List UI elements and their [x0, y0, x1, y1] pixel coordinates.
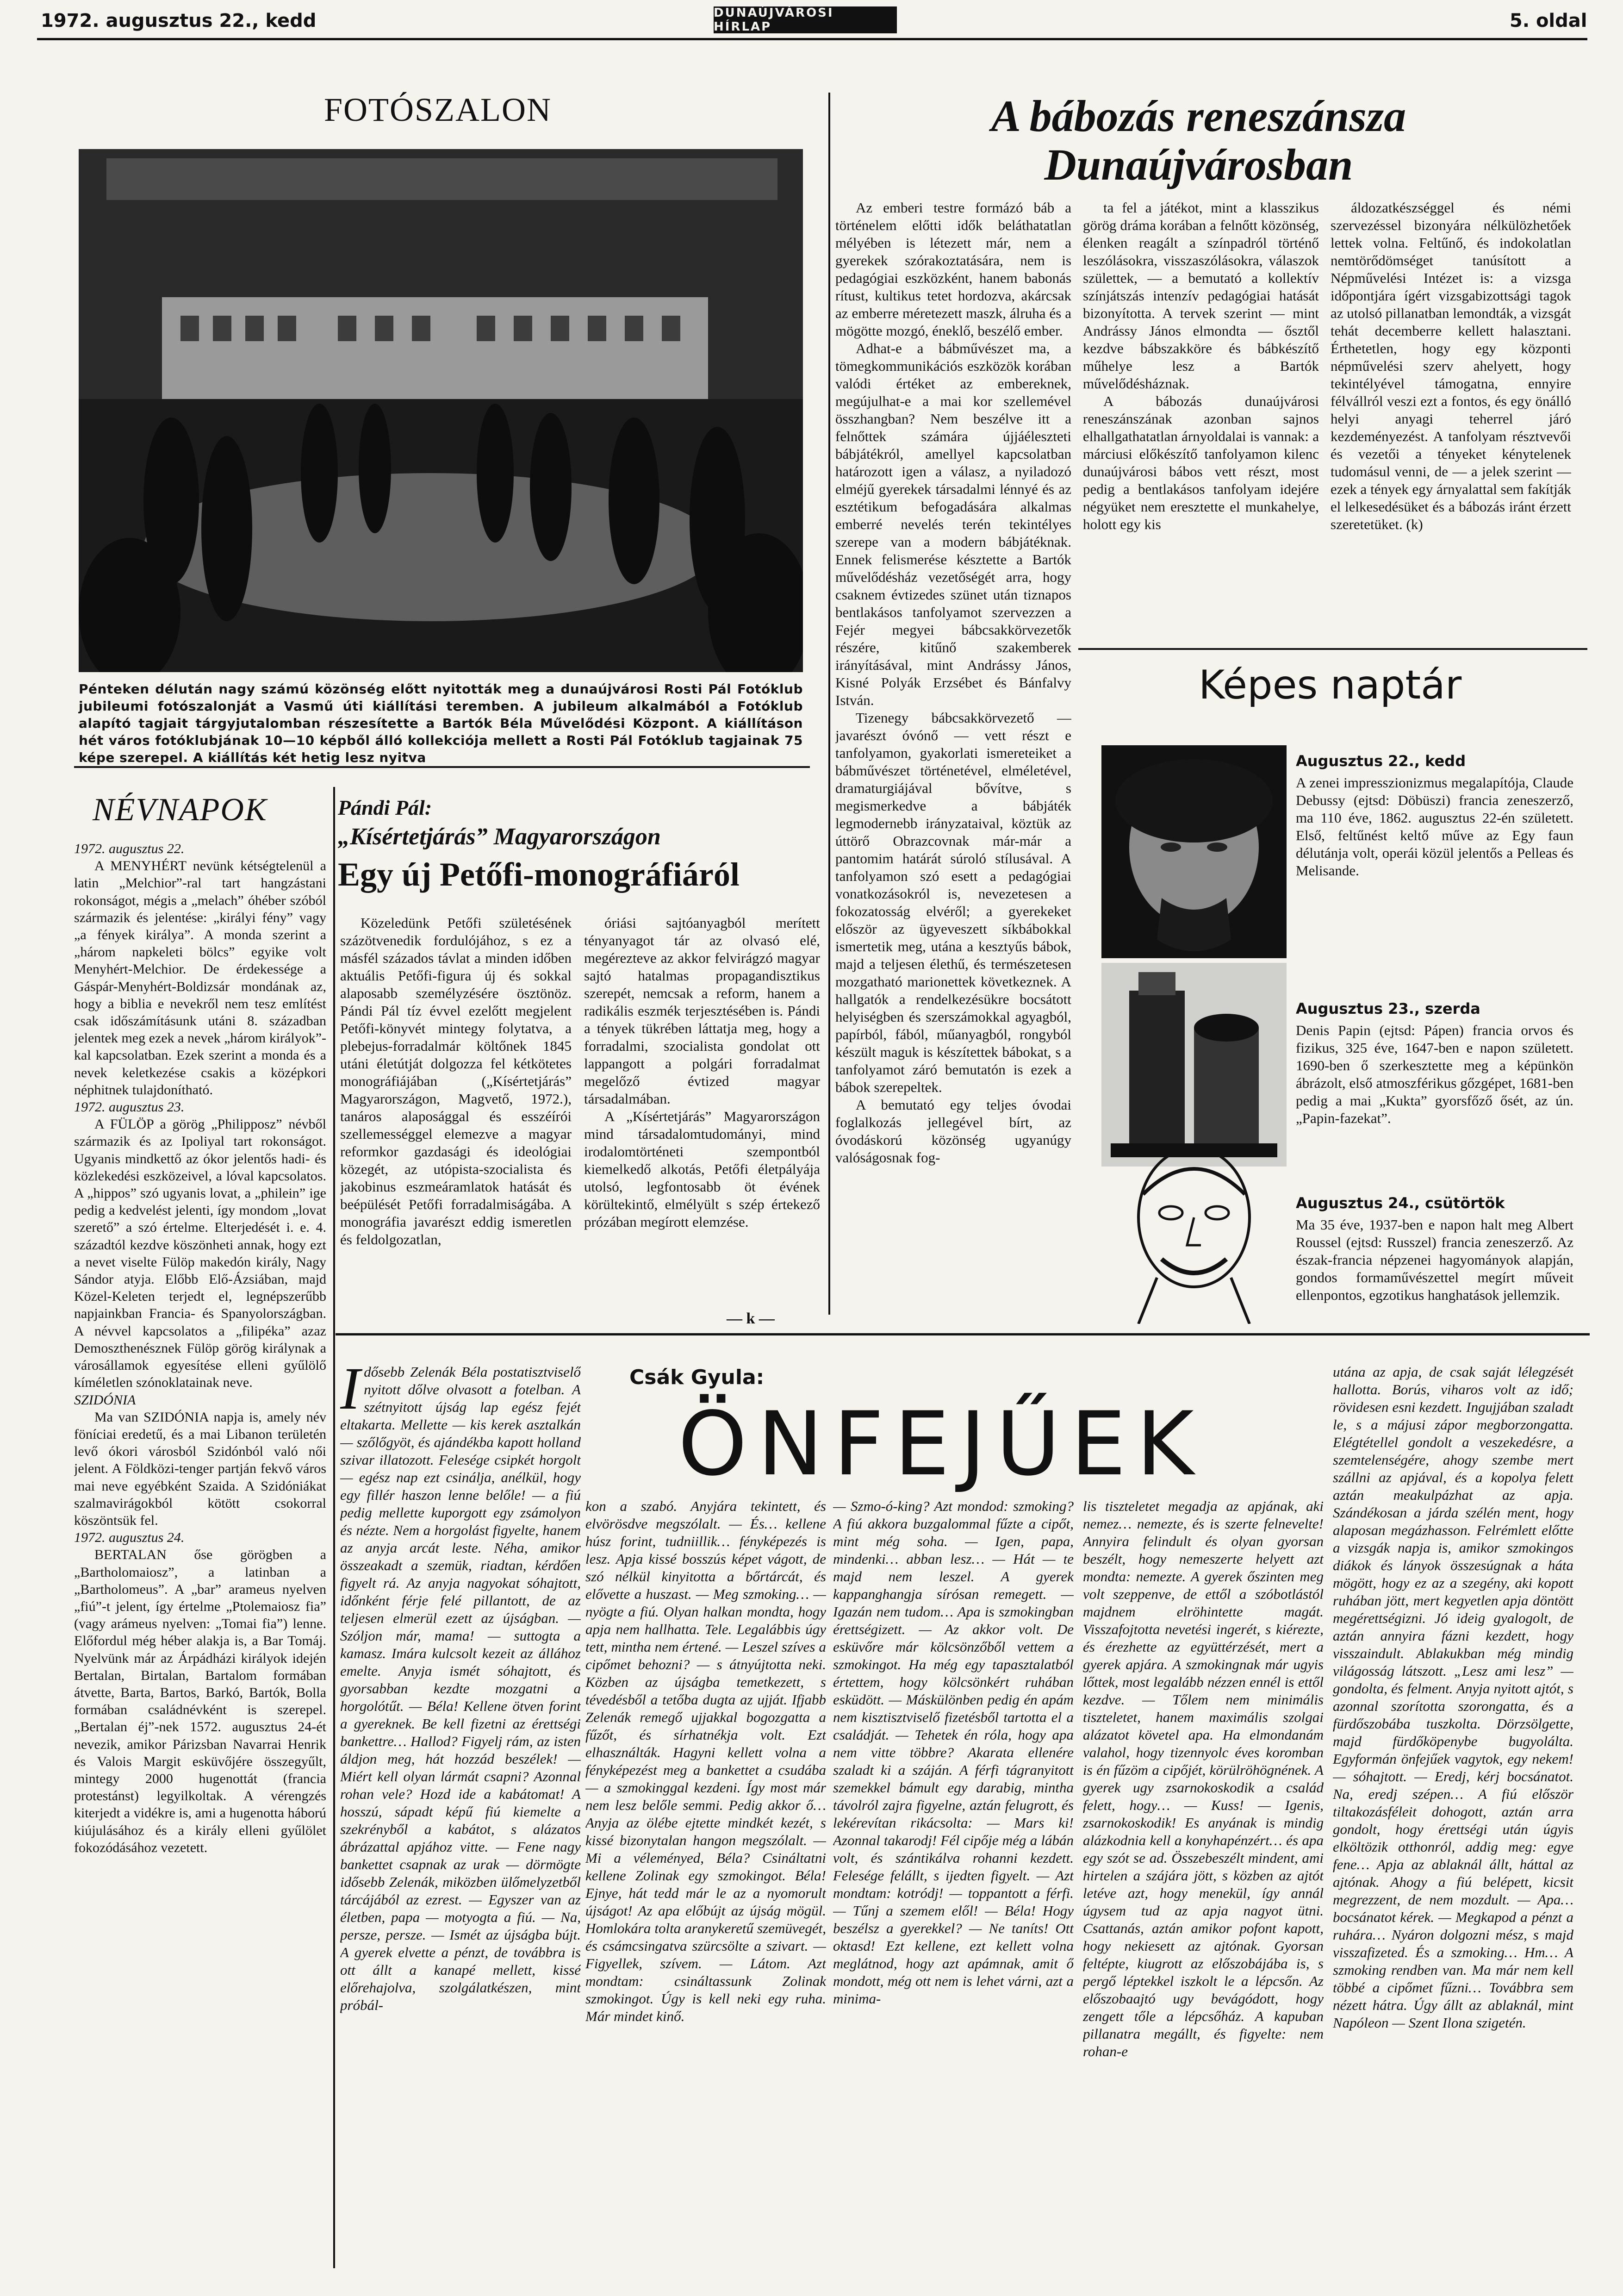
- papin-steam-engine: [1101, 963, 1287, 1167]
- kepes-naptar-title: Képes naptár: [1199, 662, 1462, 708]
- bab-column-2: [1083, 199, 1319, 643]
- csak-c3-text: — Szmo-ó-king? Azt mondod: szmoking? A fiú akkora buzgalommal fűzte a cipőt, mint még soha. — Igen, papa, mindenki… abban lesz… — Hát — te majd nem leszel. A gyerek kappanghangja sírósan remegett. — Igazán nem tudom… Apa is szmokingban érettségizett. — Az akkor volt. De esküvőre már kölcsönzőből vettem a szmokingot. Ha még egy tapasztalatból értettem, hogy kölcsönkért ruhában esküdött. — Máskülönben pedig én apám nem kisztisztviselő fizetésből tartotta el a családját. — Tehetek én róla, hogy apa nem vitte többre? Akarata ellenére szaladt ki a száján. A férfi tágranyitott szemekkel bámult egy darabig, mintha távolról zajra figyelne, aztán felugrott, és lekérevítan rikácsolta: — Mars ki! Azonnal takarodj! Fél cipője még a lábán volt, és szántikálva rohanni kezdett. Felesége felállt, s ijedten figyelt. — Azt mondtam: kotródj! — toppantott a férfi. — Tűnj a szemem elől! — Béla! Hogy beszélsz a gyerekkel? — Ne taníts! Ott oktasd! Ezt kellene, ezt kellett volna meglátnod, hogy azt apámnak, amit ő mondott, még ott nem is lehet várni, azt a minima-: [833, 1498, 1074, 2007]
- csak-column-2: [585, 1497, 826, 2271]
- pandi-kicker-1: Pándi Pál:: [338, 796, 432, 819]
- top-divider: [828, 93, 830, 1315]
- pandi-column-2: [584, 914, 820, 1298]
- csak-column-4: [1083, 1497, 1324, 2271]
- bab-column-1: [835, 199, 1071, 1329]
- nevnapok-date-3: 1972. augusztus 24.: [74, 1530, 185, 1546]
- nevnapok-column: [74, 840, 326, 2266]
- papin-steam-engine-drawing: [1101, 963, 1287, 1167]
- fotoszalon-rule: [74, 766, 810, 768]
- fotoszalon-title: FOTÓSZALON: [324, 91, 552, 128]
- masthead-text: DUNAÚJVÁROSI HÍRLAP: [714, 6, 834, 34]
- exhibition-photo: [79, 149, 803, 672]
- bab-title-1: A bábozás reneszánsza: [991, 91, 1406, 141]
- header-rule: [37, 38, 1587, 40]
- kepes-date-1: Augusztus 22., kedd: [1296, 752, 1466, 770]
- pandi-signature: — k —: [727, 1310, 775, 1327]
- csak-c1-text: [340, 1363, 581, 2014]
- exhibition-photo-drawing: [79, 149, 803, 672]
- nevnapok-p-3: Ma van SZIDÓNIA napja is, amely név föníciai eredetű, és a mai Libanon területén levő ókori városból Szidónból való női jelent. A Földközi-tenger partján fekvő város mai neve egyébként Szaida. A Szidóniákat szalmavirágokból kötött csokorral köszöntsük fel.: [74, 1409, 326, 1528]
- csak-title: ÖNFEJŰEK: [678, 1393, 1204, 1495]
- csak-rule: [336, 1333, 1590, 1335]
- bab-c1-p1: Az emberi testre formázó báb a történelem előtti idők beláthatatlan mélyében is létezett már, nem a gyerekek szórakoztatására, nem is pedagógiai eszközként, hanem babonás rítust, kultikus tetet hordozva, akárcsak az emberre méretezett maszk, álruha és a mögötte mozgó, éneklő, beszélő ember.: [835, 200, 1071, 339]
- kepes-text-3: Ma 35 éve, 1937-ben e napon halt meg Albert Roussel (ejtsd: Russzel) francia zeneszerző. Az észak-francia népzenei hagyományok alapján, gondos formaművészettel megírt műveit ellenpontos, egzotikus hanghatások jellemzik.: [1296, 1217, 1573, 1303]
- pandi-c2-p2: A „Kísértetjárás” Magyarországon mind társadalomtudományi, mind irodalomtörténeti szempontból kiemelkedő alkotás, Petőfi életpályája utolsó, legfontosabb öt évének körültekintő, elmélyült s szép értekező prózában megírott elemzése.: [584, 1108, 820, 1230]
- csak-c4-text: lis tiszteletet megadja az apjának, aki nemez… nemezte, és is szerte felnevelte! Annyira felindult és olyan gyorsan beszélt, hogy nemeszerte helyett azt mondta: nemezte. A gyerek őszinten meg volt szeppenve, de ettől a szóbotlástól majdnem elröhintette magát. Visszafojtotta nevetési ingerét, s kiérezte, és érezhette az együttérzését, mert a gyerek apjára. A szmokingnak már ugyis lőttek, most legalább nézzen ennél is ettől kezdve. — Tőlem nem minimális tiszteletet, hanem maximális szolgai alázatot követel apa. Ha elmondanám valahol, hogy tizennyolc éves koromban is én fűzöm a cipőjét, körülröhögnének. A gyerek ugy zsarnokoskodik a család felett, hogy… — Kuss! — Igenis, zsarnokoskodik! Es anyának is mindig alázkodnia kell a konyhapénzért… és apa egy szót se ad. Összebeszélt mindent, ami hirtelen a szájára jött, s közben az ajtót letéve azt, hogy menekül, így annál úgysem tud az apja nagyot ütni. Csattanás, aztán amikor pofont kapott, hogy nekiesett az ajtónak. Gyorsan feltépte, kiugrott az előszobájába is, s pergő léptekkel iszkolt le a lépcsőn. Az előszobaajtó ugy bevágódott, hogy zengett tőle a lépcsőház. A kapuban pillanatra megállt, és figyelte: nem rohan-e: [1083, 1498, 1324, 2059]
- masthead: [714, 6, 897, 33]
- bab-c2-p2: A bábozás dunaújvárosi reneszánszának azonban sajnos elhallgathatatlan árnyoldalai is vannak: a márciusi előkészítő tanfolyamon kilenc dunaújvárosi bábos vett részt, most pedig a bentlakásos tanfolyam idejére négyüket nem eresztette el munkahelye, holott egy kis: [1083, 393, 1319, 532]
- bab-c1-p3: Tizenegy bábcsakkörvezető — javarészt óvónő — vett részt e tanfolyamon, gyakorlati ismereteiket a bábművészet történetével, elméletével, dramaturgiájával bővítve, s megismerkedve a bábjáték legmodernebb irányzataival, köztük az úttörő Obrazcovnak már-már a pantomim határát súroló stílusával. A tanfolyamon szó esett a pedagógiai vonatkozásokról is, nevezetesen a fokozatosság elvéről; a gyerekeket először az ügyeveszett síkbábokkal ismertetik meg, utána a kesztyűs bábok, majd a teljesen élethű, és természetesen mozgatható marionettek következnek. A hallgatók a rendelkezésükre bocsátott helyiségben és szerszámokkal agyagból, papírból, fából, műanyagból, rongyból készült maguk is készítettek bábokat, s a tanfolyamot záró bemutatón is ezek a bábok szerepeltek.: [835, 710, 1071, 1095]
- nevnapok-p-1: A MENYHÉRT nevünk kétségtelenül a latin „Melchior”-ral tart hangzástani rokonságot, mégis a „melach” óhéber szóból származik és jelentése: „királyi fény” vagy „a fények királya”. A monda szerint a „három napkeleti bölcs” egyike volt Menyhért-Melchior. De érdekessége a Gáspár-Menyhért-Boldizsár mondának az, hogy a biblia e nevekről nem tesz említést csak időszámításunk utáni 8. században jelentek meg ezek a nevek „három királyok”-kal kapcsolatban. Ezek szerint a monda és a nevek keletkezése csakis a középkori néphitnek tulajdonítható.: [74, 858, 326, 1098]
- csak-c1-body: dősebb Zelenák Béla postatisztviselő nyitott dőlve olvasott a fotelban. A szétnyitott újság lap egész fejét eltakarta. Mellette — kis kerek asztalkán — szőlőgyöt, és ajándékba kapott holland szivar illatozott. Felesége csipkét horgolt — egész nap ezt csinálja, anélkül, hogy egy fillér haszon lenne belőle! — a fiú pedig mellette kuporgott egy zsámolyon és nézte. Nem a horgolást figyelte, hanem az anyja arcát leste. Néha, amikor összeakadt a szemük, riadtan, kérdően figyelt rá. Az anyja nagyokat sóhajtott, időnként férje felé pillantott, de az teljesen elmerül ezett az újságban. — Szóljon már, mama! — suttogta a kamasz. Imára kulcsolt kezeit az állához emelte. Anyja ismét sóhajtott, és gyorsabban kezdte mozgatni a horgolótűt. — Béla! Kellene ötven forint a gyereknek. Be kell fizetni az érettségi bankettre… Hallod? Figyelj rám, az isten áldjon meg, hát hozzád beszélek! — Miért kell olyan lármát csapni? Azonnal rohan vele? Hozd ide a kabátomat! A hosszú, sápadt képű fiú kiemelte a szekrényből a kabátot, s alázatos ábrázattal apjához vitte. — Fene nagy bankettet csapnak az urak — dörmögte idősebb Zelenák, miközben ülőmelyzetből tárcájából az ezrest. — Egyszer van az életben, papa — motyogta a fiú. — Na, persze, persze. — Ismét az újságba bújt. A gyerek elvette a pénzt, de továbbra is ott állt a kanapé mellett, kissé előrehajolva, szolgálatkészen, mint próbál-: [340, 1364, 581, 2013]
- csak-column-3: [833, 1497, 1074, 2271]
- kepes-date-3: Augusztus 24., csütörtök: [1296, 1194, 1505, 1212]
- pandi-title: Egy új Petőfi-monográfiáról: [338, 856, 740, 893]
- bab-c3-p1: áldozatkészséggel és némi szervezéssel bizonyára nélkülözhetőek lettek volna. Feltűnő, és indokolatlan nemtörődömséget tanúsított a Népművelési Intézet is: a vizsga időpontjára ígért vizsgabizottsági tagok az utolsó pillanatban lemondták, a vizsgát tehát decemberre kellett halasztani. Érthetetlen, hogy egy központi népművelési szerv ahelyett, hogy tekintélyével támogatna, ennyire félvállról veszi ezt a fontos, és egy önálló helyi anyagi teherrel járó kezdeményezést. A tanfolyam résztvevői és vezetői a tényeket kénytelenek tudomásul venni, de — a jelek szerint — ezek a tények egy árnyalattal sem fakítják el lelkesedésüket és a bábozás iránt érzett szeretetüket. (k): [1331, 200, 1571, 532]
- dropcap-i: I: [340, 1363, 361, 1422]
- bab-title-2: Dunaújvárosban: [1044, 140, 1353, 189]
- nevnapok-title: NÉVNAPOK: [93, 792, 267, 828]
- nevnapok-date-2: 1972. augusztus 23.: [74, 1099, 185, 1115]
- fotoszalon-caption: Pénteken délután nagy számú közönség előtt nyitották meg a dunaújvárosi Rosti Pál Fotóklub jubileumi fotószalonját a Vasmű úti kiállítási teremben. A jubileum alkalmából a Fotóklub alapító tagjait tárgyjutalomban részesítette a Bartók Béla Művelődési Központ. A kiállításon hét város fotóklubjának 10—10 képből álló kollekciója mellett a Rosti Pál Fotóklub tagjainak 75 képe szerepel. A kiállítás két hetig lesz nyitva: [79, 681, 803, 765]
- csak-author: Csák Gyula:: [629, 1366, 765, 1389]
- roussel-caricature-drawing: [1101, 1139, 1277, 1324]
- nevnapok-date-1: 1972. augusztus 22.: [74, 841, 185, 856]
- csak-column-5: [1333, 1363, 1573, 2271]
- pandi-column-1: [340, 914, 572, 1331]
- bab-c1-p2: Adhat-e a bábművészet ma, a tömegkommunikációs eszközök korában valódi értéket az embereknek, megújulhat-e a mai kor szellemével összhangban? Nem beszélve itt a felnőttek számára újjáéleszteti bábjátékról, amellyel kapcsolatban határozott igen a válasz, a nyiladozó elméjű gyerekek társadalmi lénnyé és az esztétikum befogadására alkalmas emberré nevelés terén tekintélyes szerepe van a modern bábjátéknak. Ennek felismerése késztette a Bartók művelődésház vezetőségét arra, hogy csaknem évtizedes szünet után tiznapos bentlakásos tanfolyamot szervezzen a Fejér megyei bábcsakkörvezetők részére, kitűnő szakemberek irányításával, mint Andrássy János, Kisné Polyák Erzsébet és Bánfalvy István.: [835, 340, 1071, 708]
- debussy-portrait: [1101, 745, 1287, 958]
- nevnapok-p-4: BERTALAN őse görögben a „Bartholomaiosz”, a latinban a „Bartholomeus”. A „bar” arameus nyelven „fiú”-t jelent, így értelme „Ptolemaiosz fia” (vagy arámeus nyelven: „Tomai fia”) lenne. Előfordul még héber alakja is, a Bar Tomáj. Nyelvünk már az Árpádházi királyok idején Bertalan, Birtalan, Bartalom formában átvette, Barta, Bartos, Barkó, Bartók, Bolla formában családnévként is szerepel. „Bertalan éj”-nek 1572. augusztus 24-ét nevezik, amikor Párizsban Navarrai Henrik és Valois Margit esküvőjére összegyűlt, mintegy 2000 hugenottát (francia protestánst) legyilkoltak. A vérengzés kiterjedt a vidékre is, ami a hugenotta háború kiújulásához és a király elleni gyűlölet fokozódásához vezetett.: [74, 1547, 326, 1855]
- pandi-c1-p1: Közeledünk Petőfi születésének százötvenedik fordulójához, s ez a másfél százados távlat a minden időben aktuális Petőfi-figura új és sokkal alaposabb személyzésére ösztönöz. Pándi Pál tíz évvel ezelőtt megjelent Petőfi-könyvét mintegy folytatva, a plebejus-forradalmár költőnek 1845 utáni életútját dolgozza fel kétkötetes monográfiájában („Kísértetjárás” Magyarországon, Magvető, 1972.), tanáros alaposággal és esszéírói szellemességgel elemezve a magyar reformkor gazdasági és ideológiai közegét, az utópista-szocialista és jakobinus eszmeáramlatok hatását és beépülését Petőfi forradalmiságába. A monográfia javarészt eddig ismeretlen és feldolgozatlan,: [340, 915, 572, 1248]
- nevnapok-p-2: A FÜLÖP a görög „Philipposz” névből származik és az Ipoliyal tart rokonságot. Ugyanis mindkettő az ókor jelentős hadi- és közlekedési eszközeivel, a lóval kapcsolatos. A „hippos” szó ugyanis lovat, a „philein” ige pedig a kedvelést jelenti, így mondom „lovat szerető” a szó értelme. Elterjedését i. e. 4. századtól kezdve köszönheti annak, hogy ezt a nevet viselte Fülöp makedón király, Nagy Sándor atyja. Előbb Elő-Ázsiában, majd Közel-Keleten terjedt el, legnépszerűbb napjainkban Francia- és Spanyolországban. A névvel kapcsolatos a „filipéka” azaz Demoszthenésznek Fülöp görög királynak a városállamok egyesítése elleni gyűlölő kíméletlen szónoklatainak neve.: [74, 1117, 326, 1391]
- header-date: 1972. augusztus 22., kedd: [41, 10, 317, 31]
- debussy-portrait-drawing: [1101, 745, 1287, 958]
- bab-c2-p1: ta fel a játékot, mint a klasszikus görög dráma korában a felnőtt közönség, élenken reagált a színpadról történő leszólásokra, visszaszólásokra, válaszok születtek, — a bemutató a kollektív színjátszás intenzív pedagógiai hatását bizonyította. A tervek szerint — mint Andrássy János elmondta — ősztől kezdve bábszakköre és bábkészítő műhelye lesz a Bartók művelődésháznak.: [1083, 200, 1319, 392]
- nevnapok-divider: [333, 787, 335, 2268]
- csak-c2-text: kon a szabó. Anyjára tekintett, és elvörösdve megszólalt. — És… kellene húsz forint, tudniillik… fényképezés is lesz. Apja kissé bosszús képet vágott, de szó nélkül kinyitotta a bőrtárcát, és elővette a huszast. — Meg szmoking… — nyögte a fiú. Olyan halkan mondta, hogy apja nem hallhatta. Tele. Legalábbis úgy tett, mintha nem értené. — Leszel szíves a cipőmet behozni? — s átnyújtotta neki. Közben az újságba temetkezett, s tévedésből a tetőba dugta az ujját. Ifjabb Zelenák remegő ujjakkal bogozgatta a fűzőt, és sírhatnékja volt. Ezt elhasználták. Hagyni kellett volna a fényképezést meg a bankettet a csudába — a szmokinggal kezdeni. Így most már nem lesz belőle semmi. Pedig akkor ő… Anyja az ölébe ejtette mindkét kezét, s kissé bizonytalan hangon megszólalt. — Mi a véleményed, Béla? Csináltatni kellene Zolinak egy szmokingot. Béla! Ejnye, hát tedd már le az a nyomorult újságot! Az apa előbújt az újság mögül. Homlokára tolta aranykeretű szemüvegét, és csámcsingatva szürcsölte a szivart. — Figyellek, szívem. — Látom. Azt mondtam: csináltassunk Zolinak szmokingot. Úgy is kell neki egy ruha. Már mindet kinő.: [585, 1498, 826, 2024]
- roussel-caricature: [1101, 1139, 1277, 1324]
- kepes-text-2: Denis Papin (ejtsd: Pápen) francia orvos és fizikus, 325 éve, 1647-ben e napon született. 1690-ben ő szerkesztette meg a képünkön ábrázolt, első atmoszférikus gőzgépet, 1681-ben pedig a mai „Kukta” gyorsfőző ősét, az ún. „Papin-fazekat”.: [1296, 1022, 1573, 1126]
- kepes-date-2: Augusztus 23., szerda: [1296, 1000, 1480, 1017]
- csak-column-1: [340, 1363, 581, 2271]
- bab-column-3: [1331, 199, 1571, 643]
- bab-rule: [1078, 648, 1587, 650]
- csak-c5-text: utána az apja, de csak saját lélegzését hallotta. Borús, viharos volt az idő; rövidesen esni kezdett. Ingujjában szaladt le, s a májusi zápor megborzongatta. Elégtétellel gondolt a veszekedésre, a szemtelenségére, ahogy szembe mert szállni az apjával, és a kopolya felett aztán meakulpázhat az apja. Szándékosan a járda szélén ment, hogy alaposan megázhasson. Felrémlett előtte a vizsgák napja is, amikor szmokingos diákok és lányok összesúgnak a háta mögött, hogy ez az a szegény, aki kopott ruhában jött, mert kegyetlen apja döntött megérettségizni. Jó ideig gyalogolt, de aztán annyira fázni kezdett, hogy visszaindult. Ablakukban még mindig világosság látszott. „Lesz ami lesz” — gondolta, és felment. Anyja nyitott ajtót, s azonnal szorította szorongatta, és a fürdőszobába tuszkolta. Dörzsölgette, majd fürdőköpenybe bugyolálta. Egyformán önfejűek vagytok, egy nekem! — sóhajtott. — Eredj, kérj bocsánatot. Na, eredj szépen… A fiú először tiltakozásféleit dohogott, aztán arra gondolt, hogy érettségi után úgyis elköltözik otthonról, addig meg: egye fene… Apja az ablaknál állt, háttal az ajtónak. Ahogy a fiú belépett, kicsit megrezzent, de nem mozdult. — Apa… bocsánatot kérek. — Megkapod a pénzt a ruhára… Nyáron dolgozni mész, s majd visszafizeted. És a szmoking… Hm… A szmoking rendben van. Ma már nem kell többé a cipőmet fűzni… Továbbra sem nézett hátra. Úgy állt az ablaknál, mint Napóleon — Szent Ilona szigetén.: [1333, 1364, 1573, 2031]
- kepes-text-1: A zenei impresszionizmus megalapítója, Claude Debussy (ejtsd: Döbüszi) francia zeneszerző, ma 110 éve, 1862. augusztus 22-én született. Első, feltűnést keltő műve az Egy faun délutánja volt, operái közül jelentős a Pelleas és Melisande.: [1296, 774, 1573, 879]
- page-number: 5. oldal: [1510, 10, 1587, 31]
- pandi-kicker-2: „Kísértetjárás” Magyarországon: [338, 824, 661, 850]
- bab-c1-p4: A bemutató egy teljes óvodai foglalkozás jellegével bírt, az óvodáskorú közönség ugyanúgy valóságosnak fog-: [835, 1097, 1071, 1166]
- pandi-c2-p1: óriási sajtóanyagból merített tényanyagot tár az olvasó elé, megérezteve az akkor felvirágzó magyar sajtó hatalmas propagandisztikus szerepét, nemcsak a reform, hanem a radikális eszmék terjesztésében is. Pándi a tények tükrében láttatja meg, hogy a forradalmi, szocialista gondolat ott lappangott a polgári forradalmat megelőző évtized magyar társadalmában.: [584, 915, 820, 1107]
- nevnapok-heading-szidonia: SZIDÓNIA: [74, 1392, 136, 1408]
